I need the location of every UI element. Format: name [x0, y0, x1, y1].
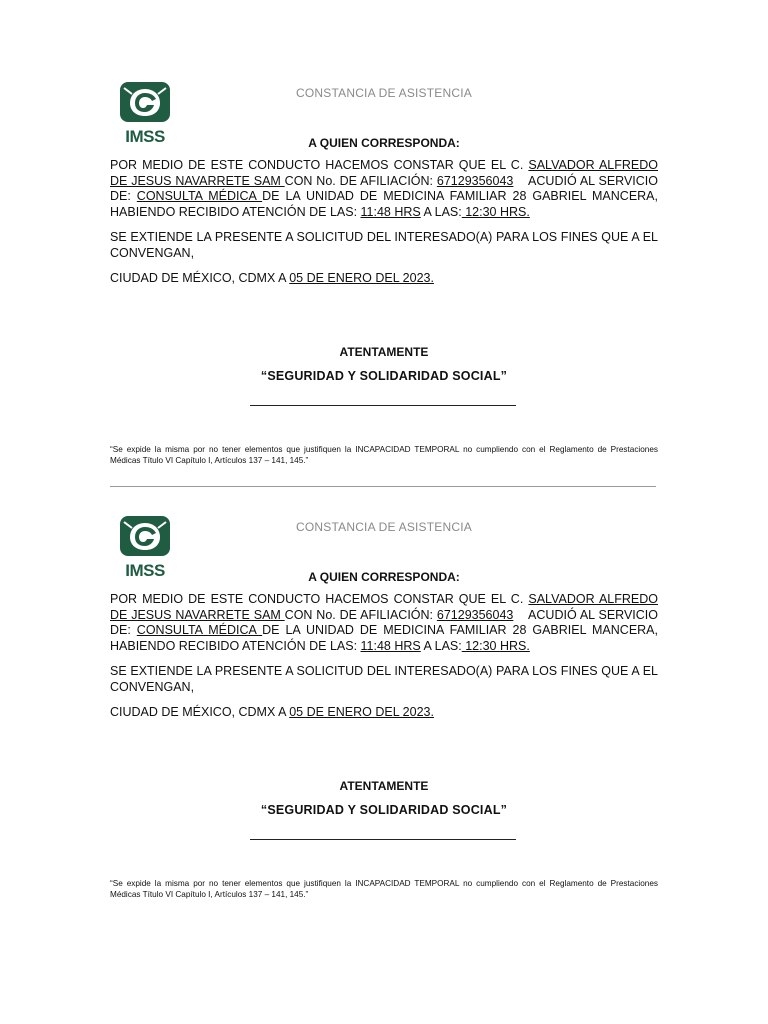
footnote: “Se expide la misma por no tener elementos que justifiquen la INCAPACIDAD TEMPORAL no cumpliendo con el Reglamento de Prestaciones Médicas Título VI Capítulo I, Artículos 137 – 141, 145.”	[110, 879, 658, 899]
place-text: CIUDAD DE MÉXICO, CDMX A	[110, 705, 290, 719]
statement-text: CON No. DE AFILIACIÓN:	[284, 607, 437, 622]
issue-date: 05 DE ENERO DEL 2023.	[289, 271, 434, 285]
statement-text: DE LA UNIDAD DE MEDICINA FAMILIAR 28 GABRIEL MANCERA, HABIENDO RECIBIDO ATENCIÓN DE LAS:	[110, 189, 658, 219]
time-end: 12:30 HRS.	[461, 204, 530, 219]
place-date	[110, 705, 658, 721]
statement-text: DE LA UNIDAD DE MEDICINA FAMILIAR 28 GABRIEL MANCERA, HABIENDO RECIBIDO ATENCIÓN DE LAS:	[110, 623, 658, 653]
patient-name: SALVADOR ALFREDO DE JESUS NAVARRETE SAM	[110, 158, 658, 188]
request-statement: SE EXTIENDE LA PRESENTE A SOLICITUD DEL INTERESADO(A) PARA LOS FINES QUE A EL CONVENGAN,	[110, 664, 658, 694]
signature-line	[250, 839, 516, 840]
time-end: 12:30 HRS.	[461, 638, 530, 653]
statement-text: A LAS:	[420, 638, 462, 653]
closing: ATENTAMENTE	[339, 345, 429, 359]
motto: “SEGURIDAD Y SOLIDARIDAD SOCIAL”	[260, 803, 508, 817]
statement-text: CON No. DE AFILIACIÓN:	[284, 173, 437, 188]
signature-line	[250, 405, 516, 406]
time-start: 11:48 HRS	[360, 204, 421, 219]
service-name: CONSULTA MÉDICA	[136, 623, 263, 637]
time-start: 11:48 HRS	[360, 638, 421, 653]
statement-text: POR MEDIO DE ESTE CONDUCTO HACEMOS CONSTAR QUE EL C.	[110, 592, 529, 606]
request-statement: SE EXTIENDE LA PRESENTE A SOLICITUD DEL INTERESADO(A) PARA LOS FINES QUE A EL CONVENGAN,	[110, 230, 658, 260]
affiliation-number: 67129356043	[436, 173, 514, 188]
certificate-copy-2	[0, 434, 768, 899]
statement-text: ACUDIÓ AL SERVICIO DE:	[110, 607, 662, 637]
attendance-statement	[110, 158, 662, 220]
svg-text:IMSS: IMSS	[125, 561, 165, 580]
statement-text: POR MEDIO DE ESTE CONDUCTO HACEMOS CONSTAR QUE EL C.	[110, 158, 529, 172]
footnote: “Se expide la misma por no tener elementos que justifiquen la INCAPACIDAD TEMPORAL no cumpliendo con el Reglamento de Prestaciones Médicas Título VI Capítulo I, Artículos 137 – 141, 145.”	[110, 445, 658, 465]
issue-date: 05 DE ENERO DEL 2023.	[289, 705, 434, 719]
patient-name: SALVADOR ALFREDO DE JESUS NAVARRETE SAM	[110, 592, 658, 622]
addressee-heading: A QUIEN CORRESPONDA:	[308, 136, 460, 150]
attendance-statement	[110, 592, 662, 654]
place-date	[110, 271, 658, 287]
statement-text: A LAS:	[420, 204, 462, 219]
statement-text: ACUDIÓ AL SERVICIO DE:	[110, 173, 662, 203]
document-title: CONSTANCIA DE ASISTENCIA	[296, 86, 472, 100]
closing: ATENTAMENTE	[339, 779, 429, 793]
place-text: CIUDAD DE MÉXICO, CDMX A	[110, 271, 290, 285]
certificate-copy-1	[0, 0, 768, 465]
addressee-heading: A QUIEN CORRESPONDA:	[308, 570, 460, 584]
affiliation-number: 67129356043	[436, 607, 514, 622]
document-title: CONSTANCIA DE ASISTENCIA	[296, 520, 472, 534]
service-name: CONSULTA MÉDICA	[136, 189, 263, 203]
svg-text:IMSS: IMSS	[125, 127, 165, 146]
motto: “SEGURIDAD Y SOLIDARIDAD SOCIAL”	[260, 369, 508, 383]
